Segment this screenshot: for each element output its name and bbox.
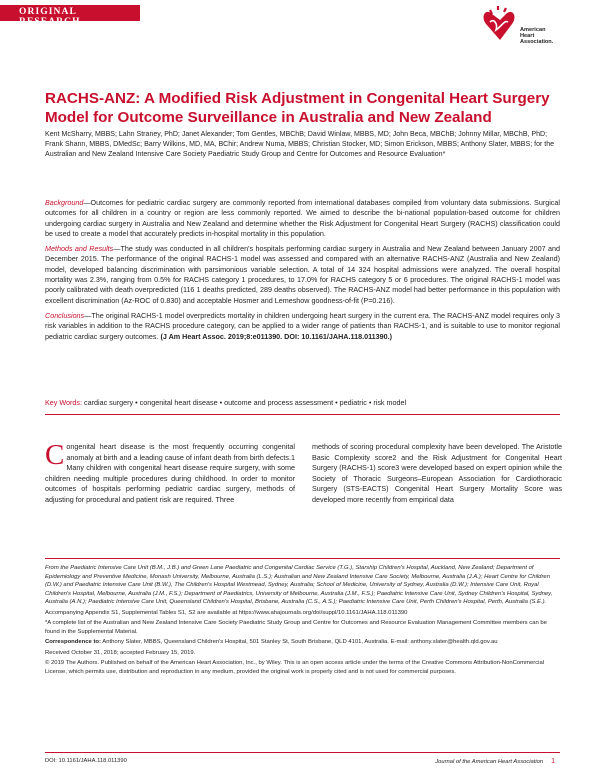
received-dates: Received October 31, 2018; accepted February 15, 2019. bbox=[45, 649, 196, 656]
section-banner bbox=[0, 5, 140, 27]
complete-list-note: *A complete list of the Australian and New Zealand Intensive Care Society Paediatric Study Group and Centre for Outcomes and Resource Evaluation Management Committee members can be found in the Supplemental Material. bbox=[45, 620, 547, 635]
author-list: Kent McSharry, MBBS; Lahn Straney, PhD; Janet Alexander; Tom Gentles, MBChB; David Winlaw, MBBS, MD; John Beca, MBChB; Johnny Millar, MBChB, PhD; Frank Shann, MBBS, DMedSc; Barry Wilkins, MD, MA, BChir; Andrew Numa, MBBS; Christian Stocker, MD; Simon Erickson, MBBS; Anthony Slater, MBBS; for the Australian and New Zealand Intensive Care Society Paediatric Study Group and Centre for Outcomes and Resource Evaluation* bbox=[45, 131, 555, 159]
section-label: ORIGINAL RESEARCH bbox=[19, 7, 81, 27]
divider-top bbox=[45, 414, 560, 415]
article-title: RACHS-ANZ: A Modified Risk Adjustment in Congenital Heart Surgery Model for Outcome Surveillance in Australia and New Zealand bbox=[45, 90, 550, 126]
body-column-left bbox=[45, 439, 295, 506]
footer-doi: DOI: 10.1161/JAHA.118.011390 bbox=[45, 758, 127, 764]
correspondence bbox=[45, 638, 560, 647]
correspondence-label: Correspondence to: bbox=[45, 639, 101, 645]
correspondence-text: Anthony Slater, MBBS, Queensland Children's Hospital, 501 Stanley St, South Brisbane, QLD 4101, Australia. E-mail: anthony.slater@health.qld.gov.au bbox=[102, 639, 498, 645]
footer-journal: Journal of the American Heart Association 1 bbox=[435, 758, 555, 765]
methods-text: —The study was conducted in all children's hospitals performing cardiac surgery in Australia and New Zealand between January 2007 and December 2015. The performance of the original RACHS-1 model was assessed and compared with an alternative RACHS-ANZ (Australia and New Zealand) model, developed balancing discrimination with parsimonious variable selection. A total of 14 324 hospital admissions were analyzed. The overall hospital mortality was 2.3%, ranging from 0.5% for RACHS category 1 procedures, to 17.0% for RACHS category 5 or 6 procedures. The original RACHS-1 model was poorly calibrated with death overpredicted (116 1 deaths predicted, 289 deaths observed). The RACHS-ANZ model had better performance in this population with excellent discrimination (Az-ROC of 0.830) and acceptable Hosmer and Lemeshow goodness-of-fit (P=0.216). bbox=[45, 244, 560, 305]
appendix-note: Accompanying Appendix S1, Supplemental Tables S1, S2 are available at https://www.ahajournals.org/doi/suppl/10.1161/JAHA.118.011390 bbox=[45, 609, 408, 616]
logo-wordmark: American Heart Association. bbox=[520, 27, 554, 45]
keywords-list: cardiac surgery • congenital heart disease • outcome and process assessment • pediatric • risk model bbox=[84, 398, 407, 407]
divider-footnotes bbox=[45, 558, 560, 559]
license-note: © 2019 The Authors. Published on behalf of the American Heart Association, Inc., by Wiley. This is an open access article under the terms of the Creative Commons Attribution-NonCommercial License, which permits use, distribution and reproduction in any medium, provided the original work is properly cited and is not used for commercial purposes. bbox=[45, 660, 545, 675]
keywords-label: Key Words: bbox=[45, 398, 83, 407]
body-text-right: methods of scoring procedural complexity have been developed. The Aristotle Basic Complexity score2 and the Risk Adjustment for Congenital Heart Surgery (RACHS-1) score3 were developed based on expert opinion while the Society of Thoracic Surgeons–European Association for Cardiothoracic Surgery (STS-EACTS) Congenital Heart Surgery Mortality Score was developed more recently from empirical data bbox=[312, 442, 562, 504]
abstract-methods bbox=[45, 244, 560, 306]
divider-footer bbox=[45, 752, 560, 753]
drop-cap: C bbox=[45, 439, 65, 471]
citation: (J Am Heart Assoc. 2019;8:e011390. DOI: 10.1161/JAHA.118.011390.) bbox=[160, 331, 393, 341]
footnotes bbox=[45, 564, 560, 678]
page-number: 1 bbox=[551, 758, 555, 765]
methods-label: Methods and Results bbox=[45, 244, 114, 254]
background-text: —Outcomes for pediatric cardiac surgery are commonly reported from international databases compiled from voluntary data submissions. Surgical outcomes for all children in a country or region are less commonly reported. We aimed to describe the bi-national population-based outcome for children undergoing cardiac surgery in Australia and New Zealand and determine whether the Risk Adjustment for Congenital Heart Surgery (RACHS) classification could be used to create a model that accurately predicts in-hospital mortality in this population. bbox=[45, 198, 560, 238]
body-text-left: ongenital heart disease is the most frequently occurring congenital anomaly at birth and a leading cause of infant death from birth defects.1 Many children with congenital heart disease require surgery, with some children needing multiple procedures during childhood. In order to monitor outcomes of hospitals performing pediatric cardiac surgery, methods of adjusting for procedural and patient risk are required. Three bbox=[45, 442, 295, 504]
abstract bbox=[45, 198, 560, 347]
abstract-conclusions bbox=[45, 311, 560, 342]
body-column-right bbox=[312, 442, 562, 506]
abstract-background bbox=[45, 198, 560, 239]
affiliations: From the Paediatric Intensive Care Unit (B.M., J.B.) and Green Lane Paediatric and Congenital Cardiac Service (T.G.), Starship Children's Hospital, Auckland, New Zealand; Department of Epidemiology and Preventive Medicine, Monash University, Melbourne, Australia (L.S.); Australian and New Zealand Intensive Care Society, Melbourne, Australia (J.A.); Heart Centre for Children (D.W.) and Paediatric Intensive Care Unit (B.W.), The Children's Hospital Westmead, Sydney, Australia; School of Medicine, University of Sydney, Australia (D.W.); Intensive Care Unit, Royal Children's Hospital, Melbourne, Australia (J.M., F.S.); Department of Paediatrics, University of Melbourne, Australia (J.M., F.S.); Paediatric Intensive Care Unit, Sydney Children's Hospital, Sydney, Australia (A.N.); Paediatric Intensive Care Unit, Queensland Children's Hospital, Brisbane, Australia (C.S., A.S.); Paediatric Intensive Care Unit, Perth Children's Hospital, Perth, Australia (S.E.). bbox=[45, 565, 553, 605]
background-label: Background bbox=[45, 198, 84, 207]
keywords bbox=[45, 398, 406, 407]
conclusions-label: Conclusions bbox=[45, 310, 85, 320]
conclusions-text: —The original RACHS-1 model overpredicts mortality in children undergoing heart surgery in the current era. The RACHS-ANZ model requires only 3 risk variables in addition to the RACHS procedure category, can be applied to a wider range of patients than RACHS-1, and is suitable to use to monitor regional pediatric cardiac surgery outcomes. bbox=[45, 310, 560, 341]
